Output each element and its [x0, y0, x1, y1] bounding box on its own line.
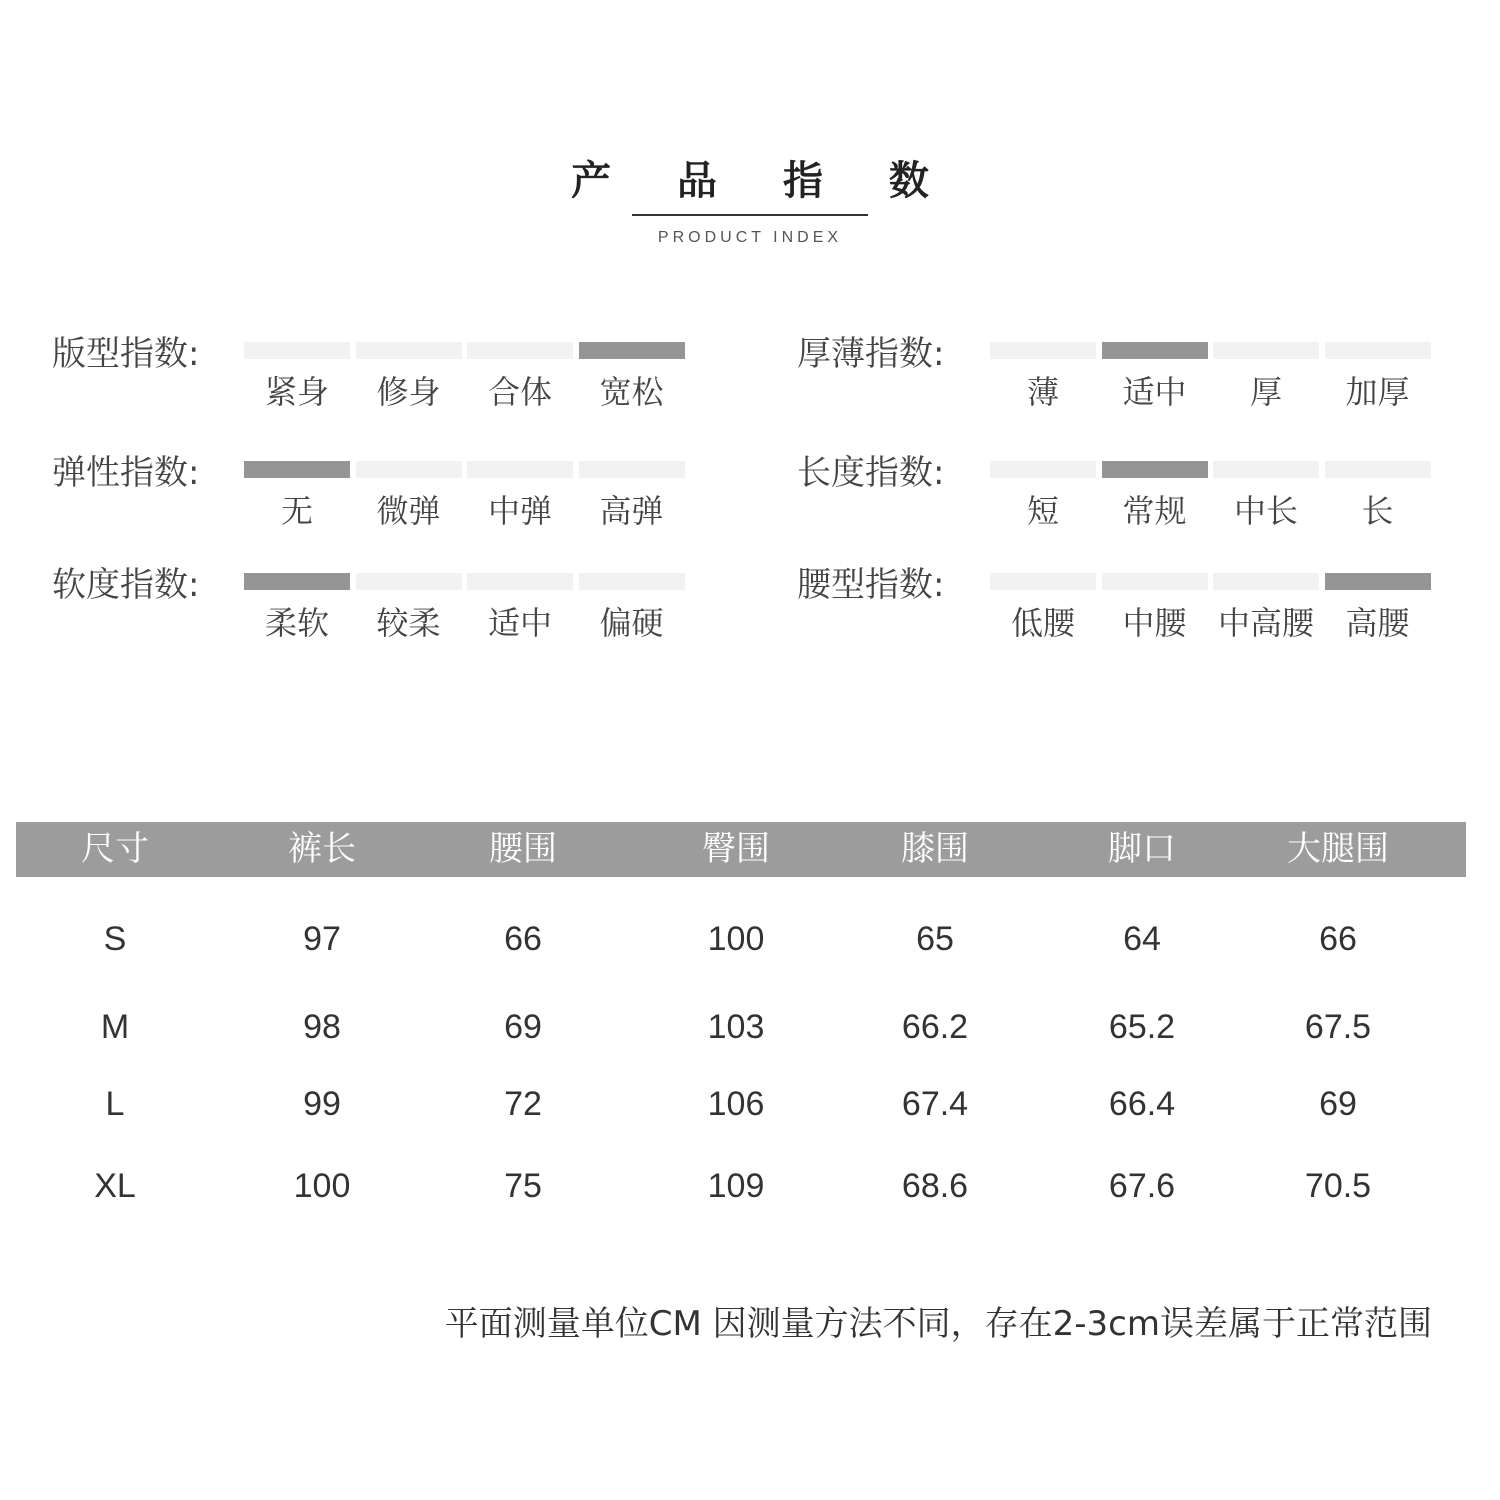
index-row [797, 451, 1457, 531]
index-segment [467, 342, 573, 359]
page-title: 产 品 指 数 [571, 158, 955, 204]
index-segment [990, 461, 1096, 478]
index-segment [1325, 342, 1431, 359]
index-segment-selected [579, 342, 685, 359]
measurement-note: 平面测量单位CM 因测量方法不同，存在2-3cm误差属于正常范围 [444, 1304, 1432, 1344]
index-segment [990, 342, 1096, 359]
index-row [797, 332, 1457, 412]
table-cell: 97 [303, 920, 341, 958]
table-column-header: 腰围 [489, 829, 557, 869]
index-segment [356, 342, 462, 359]
table-cell: 69 [1319, 1085, 1357, 1123]
table-cell: 67.5 [1304, 1008, 1372, 1046]
index-row [52, 563, 712, 643]
table-cell: 65.2 [1108, 1008, 1176, 1046]
index-segment-selected [244, 461, 350, 478]
index-option-label: 合体 [487, 373, 552, 411]
index-label: 版型指数: [52, 334, 200, 374]
table-cell: 103 [707, 1008, 765, 1046]
index-segment [1325, 461, 1431, 478]
table-column-header: 尺寸 [81, 829, 149, 869]
index-option-label: 中长 [1233, 492, 1298, 530]
index-segment-selected [244, 573, 350, 590]
size-table-header [16, 822, 1466, 877]
page-subtitle: PRODUCT INDEX [657, 229, 843, 246]
index-option-label: 常规 [1122, 492, 1187, 530]
table-cell: 66 [1319, 920, 1357, 958]
index-option-label: 短 [1026, 492, 1059, 530]
table-column-header: 大腿围 [1287, 829, 1389, 869]
index-option-label: 紧身 [264, 373, 329, 411]
index-label: 厚薄指数: [797, 334, 945, 374]
index-option-label: 微弹 [376, 492, 441, 530]
table-cell: 106 [707, 1085, 765, 1123]
index-option-label: 低腰 [1010, 604, 1075, 642]
table-cell: 67.6 [1108, 1167, 1176, 1205]
size-label-cell: L [105, 1085, 125, 1123]
index-option-label: 较柔 [376, 604, 441, 642]
table-cell: 64 [1123, 920, 1161, 958]
index-label: 长度指数: [797, 453, 945, 493]
index-option-label: 宽松 [599, 373, 664, 411]
index-option-label: 加厚 [1345, 373, 1410, 411]
index-option-label: 中高腰 [1217, 604, 1314, 642]
index-option-label: 修身 [376, 373, 441, 411]
index-option-label: 适中 [487, 604, 552, 642]
index-segment [356, 573, 462, 590]
size-label-cell: S [103, 920, 127, 958]
table-cell: 100 [293, 1167, 351, 1205]
index-row [52, 451, 712, 531]
index-label: 软度指数: [52, 565, 200, 605]
table-cell: 70.5 [1304, 1167, 1372, 1205]
index-segment-selected [1102, 461, 1208, 478]
index-segment [1102, 573, 1208, 590]
index-option-label: 长 [1361, 492, 1394, 530]
index-row [797, 563, 1457, 643]
table-column-header: 臀围 [702, 829, 770, 869]
index-option-label: 中弹 [487, 492, 552, 530]
index-segment [990, 573, 1096, 590]
index-label: 弹性指数: [52, 453, 200, 493]
index-option-label: 偏硬 [599, 604, 664, 642]
index-segment [244, 342, 350, 359]
index-segment [1213, 342, 1319, 359]
index-option-label: 高弹 [599, 492, 664, 530]
table-column-header: 膝围 [901, 829, 969, 869]
size-label-cell: XL [94, 1167, 136, 1205]
index-option-label: 薄 [1026, 373, 1059, 411]
table-cell: 67.4 [901, 1085, 969, 1123]
index-option-label: 高腰 [1345, 604, 1410, 642]
index-segment [1213, 461, 1319, 478]
index-option-label: 柔软 [264, 604, 329, 642]
index-option-label: 无 [280, 492, 313, 530]
index-segment [1213, 573, 1319, 590]
table-cell: 72 [504, 1085, 542, 1123]
title-underline [632, 214, 868, 216]
table-cell: 75 [504, 1167, 542, 1205]
index-label: 腰型指数: [797, 565, 945, 605]
index-segment [579, 461, 685, 478]
table-column-header: 脚口 [1108, 829, 1176, 869]
table-cell: 100 [707, 920, 765, 958]
table-cell: 66.4 [1108, 1085, 1176, 1123]
index-segment [467, 573, 573, 590]
table-cell: 65 [916, 920, 954, 958]
index-segment [579, 573, 685, 590]
index-option-label: 中腰 [1122, 604, 1187, 642]
page-title-block [0, 150, 1500, 248]
index-option-label: 厚 [1249, 373, 1282, 411]
index-segment [356, 461, 462, 478]
table-cell: 98 [303, 1008, 341, 1046]
index-segment [467, 461, 573, 478]
table-cell: 66.2 [901, 1008, 969, 1046]
table-column-header: 裤长 [288, 829, 356, 869]
size-label-cell: M [100, 1008, 130, 1046]
table-cell: 68.6 [901, 1167, 969, 1205]
index-option-label: 适中 [1122, 373, 1187, 411]
table-cell: 99 [303, 1085, 341, 1123]
table-cell: 66 [504, 920, 542, 958]
table-cell: 109 [707, 1167, 765, 1205]
index-segment-selected [1102, 342, 1208, 359]
table-cell: 69 [504, 1008, 542, 1046]
index-segment-selected [1325, 573, 1431, 590]
index-row [52, 332, 712, 412]
